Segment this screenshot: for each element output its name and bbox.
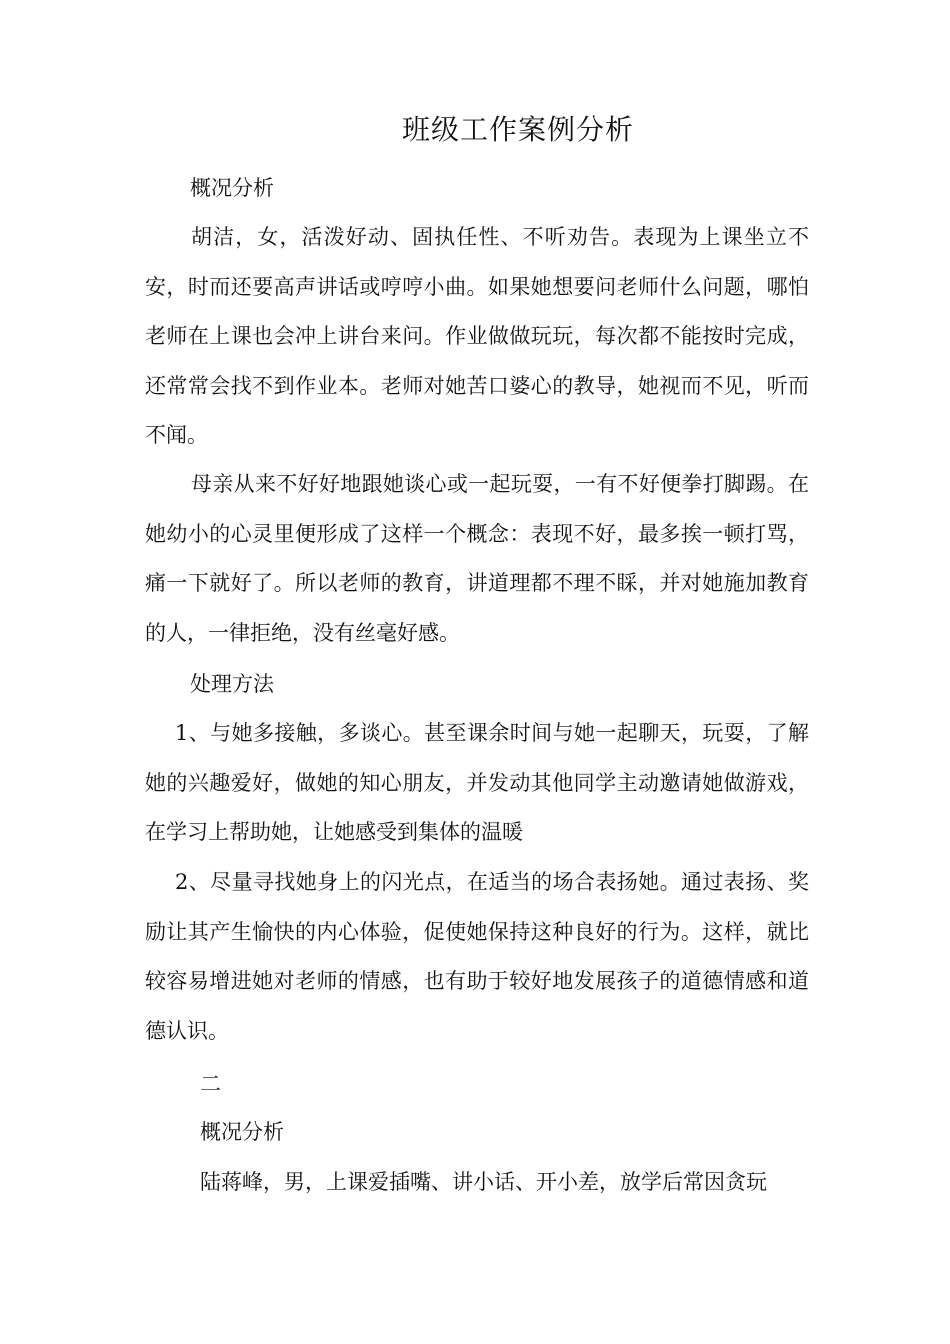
section2-overview-paragraph-1: 陆蒋峰，男，上课爱插嘴、讲小话、开小差，放学后常因贪玩 (200, 1170, 767, 1194)
section1-overview-paragraph-1: 胡洁，女，活泼好动、固执任性、不听劝告。表现为上课坐立不安，时而还要高声讲话或哼哼小曲。如果她想要问老师什么问题，哪怕老师在上课也会冲上讲台来问。作业做做玩玩，每次都不能按时完成，还常常会找不到作业本。老师对她苦口婆心的教导，她视而不见，听而不闻。 (145, 225, 809, 447)
section2-number: 二 (200, 1072, 221, 1096)
section1-overview-paragraph-2: 母亲从来不好好地跟她谈心或一起玩耍，一有不好便拳打脚踢。在她幼小的心灵里便形成了这样一个概念：表现不好，最多挨一顿打骂，痛一下就好了。所以老师的教育，讲道理都不理不睬，并对她施加教育的人，一律拒绝，没有丝毫好感。 (145, 472, 809, 645)
section1-method-heading: 处理方法 (190, 672, 274, 696)
document-title: 班级工作案例分析 (401, 113, 634, 146)
section2-overview-heading: 概况分析 (200, 1120, 284, 1144)
section1-overview-heading: 概况分析 (190, 176, 274, 200)
section1-method-item-1: 1、与她多接触，多谈心。甚至课余时间与她一起聊天，玩耍，了解她的兴趣爱好，做她的知心朋友，并发动其他同学主动邀请她做游戏，在学习上帮助她，让她感受到集体的温暖 (145, 721, 809, 844)
section1-method-item-2: 2、尽量寻找她身上的闪光点，在适当的场合表扬她。通过表扬、奖励让其产生愉快的内心体验，促使她保持这种良好的行为。这样，就比较容易增进她对老师的情感，也有助于较好地发展孩子的道德情感和道德认识。 (145, 870, 809, 1043)
